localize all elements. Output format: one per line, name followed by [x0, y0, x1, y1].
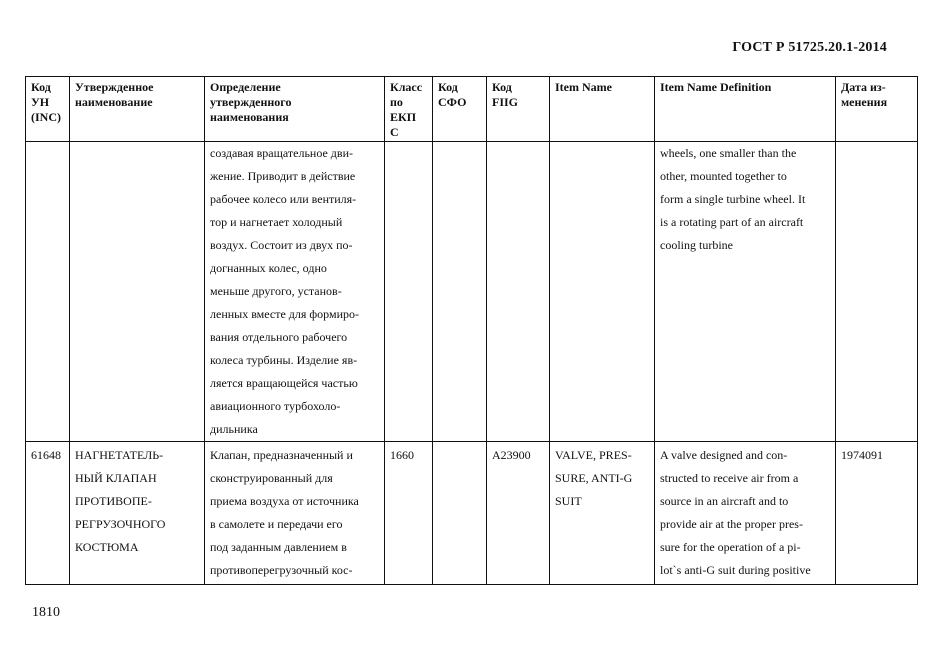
cell-class [385, 142, 433, 442]
table-row [26, 142, 918, 442]
col-header-line: по [390, 95, 403, 109]
col-header-line: Класс [390, 80, 423, 94]
cell-approved-name [70, 442, 205, 585]
cell-line: вания отдельного рабочего [210, 330, 348, 344]
cell-line: авиационного турбохоло- [210, 399, 341, 413]
col-header-line: Утвержденное [75, 80, 154, 94]
col-header-class [385, 77, 433, 142]
cell-line: Клапан, предназначенный и [210, 448, 353, 462]
col-header-line: Код [492, 80, 512, 94]
col-header-inc [26, 77, 70, 142]
col-header-sfo [433, 77, 487, 142]
cell-line: structed to receive air from a [660, 471, 799, 485]
cell-definition [205, 442, 385, 585]
cell-line: A23900 [492, 448, 531, 462]
cell-line: sure for the operation of a pi- [660, 540, 801, 554]
document-header: ГОСТ Р 51725.20.1-2014 [732, 40, 887, 55]
cell-definition [205, 142, 385, 442]
col-header-fiig [487, 77, 550, 142]
cell-line: SURE, ANTI-G [555, 471, 633, 485]
cell-line: дильника [210, 422, 258, 436]
col-header-line: FIIG [492, 95, 519, 109]
cell-fiig [487, 142, 550, 442]
cell-line: lot`s anti-G suit during positive [660, 563, 811, 577]
col-header-line: наименования [210, 110, 289, 124]
cell-line: воздух. Состоит из двух по- [210, 238, 353, 252]
cell-line: A valve designed and con- [660, 448, 788, 462]
cell-date [836, 142, 918, 442]
cell-line: other, mounted together to [660, 169, 787, 183]
cell-line: рабочее колесо или вентиля- [210, 192, 357, 206]
cell-fiig [487, 442, 550, 585]
col-header-date [836, 77, 918, 142]
cell-line: wheels, one smaller than the [660, 146, 797, 160]
cell-line: ляется вращающейся частью [210, 376, 358, 390]
col-header-line: СФО [438, 95, 467, 109]
cell-item-definition [655, 442, 836, 585]
cell-line: cooling turbine [660, 238, 733, 252]
cell-line: SUIT [555, 494, 582, 508]
col-header-line: ЕКП [390, 110, 417, 124]
cell-line: НАГНЕТАТЕЛЬ- [75, 448, 164, 462]
cell-line: сконструированный для [210, 471, 333, 485]
cell-sfo [433, 142, 487, 442]
cell-line: догнанных колес, одно [210, 261, 327, 275]
cell-line: колеса турбины. Изделие яв- [210, 353, 358, 367]
col-header-line: Код [438, 80, 458, 94]
cell-item-definition [655, 142, 836, 442]
cell-line: source in an aircraft and to [660, 494, 789, 508]
cell-line: приема воздуха от источника [210, 494, 359, 508]
page-number: 1810 [32, 605, 60, 620]
catalog-table [25, 76, 918, 585]
cell-line: 1660 [390, 448, 414, 462]
cell-line: создавая вращательное дви- [210, 146, 353, 160]
col-header-item-name-definition [655, 77, 836, 142]
cell-line: НЫЙ КЛАПАН [75, 471, 157, 485]
cell-class [385, 442, 433, 585]
col-header-definition [205, 77, 385, 142]
cell-line: provide air at the proper pres- [660, 517, 803, 531]
cell-line: ПРОТИВОПЕ- [75, 494, 152, 508]
cell-line: тор и нагнетает холодный [210, 215, 343, 229]
cell-line: КОСТЮМА [75, 540, 139, 554]
cell-inc [26, 142, 70, 442]
cell-line: VALVE, PRES- [555, 448, 632, 462]
cell-line: is a rotating part of an aircraft [660, 215, 804, 229]
cell-line: 1974091 [841, 448, 883, 462]
col-header-line: Дата из- [841, 80, 886, 94]
cell-line: меньше другого, установ- [210, 284, 342, 298]
col-header-item-name [550, 77, 655, 142]
cell-date [836, 442, 918, 585]
cell-line: ленных вместе для формиро- [210, 307, 360, 321]
cell-inc [26, 442, 70, 585]
cell-line: РЕГРУЗОЧНОГО [75, 517, 166, 531]
col-header-line: менения [841, 95, 888, 109]
table-row [26, 442, 918, 585]
cell-line: 61648 [31, 448, 61, 462]
cell-line: в самолете и передачи его [210, 517, 343, 531]
cell-line: form a single turbine wheel. It [660, 192, 806, 206]
cell-sfo [433, 442, 487, 585]
col-header-line: С [390, 125, 399, 139]
col-header-approved-name [70, 77, 205, 142]
table-header-row [26, 77, 918, 142]
col-header-line: наименование [75, 95, 153, 109]
cell-item-name [550, 442, 655, 585]
cell-line: жение. Приводит в действие [210, 169, 356, 183]
col-header-line: Item Name [555, 80, 612, 94]
cell-approved-name [70, 142, 205, 442]
cell-line: под заданным давлением в [210, 540, 347, 554]
col-header-line: Код [31, 80, 51, 94]
col-header-line: Определение [210, 80, 281, 94]
col-header-line: (INC) [31, 110, 61, 124]
col-header-line: УН [31, 95, 50, 109]
col-header-line: утвержденного [210, 95, 292, 109]
cell-line: противоперегрузочный кос- [210, 563, 353, 577]
cell-item-name [550, 142, 655, 442]
col-header-line: Item Name Definition [660, 80, 772, 94]
